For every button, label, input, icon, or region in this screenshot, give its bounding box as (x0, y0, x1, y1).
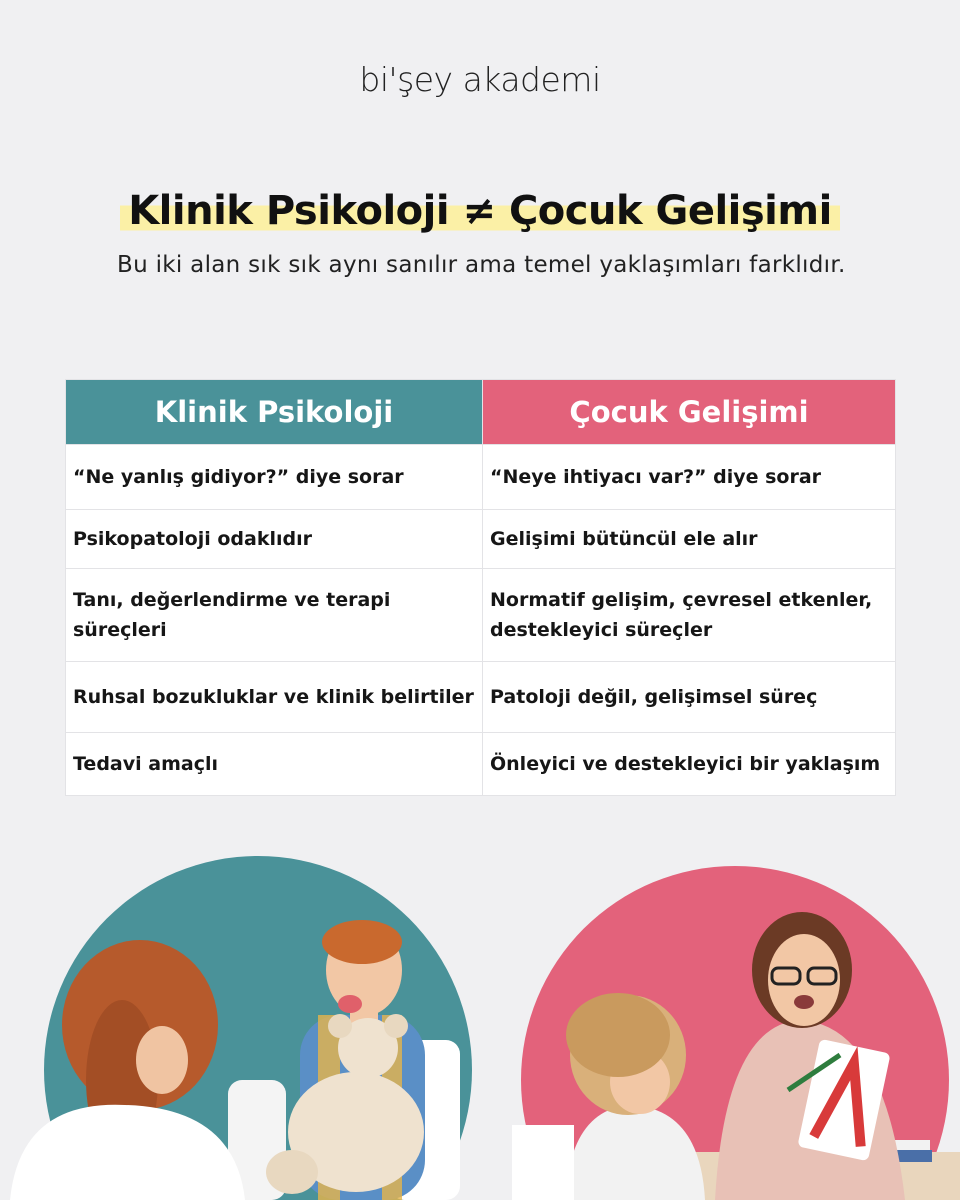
table-cell: “Ne yanlış gidiyor?” diye sorar (66, 445, 483, 510)
comparison-table (65, 379, 896, 796)
table-cell: Psikopatoloji odaklıdır (66, 510, 483, 569)
table-cell: Gelişimi bütüncül ele alır (483, 510, 896, 569)
table-row (66, 445, 896, 510)
table-cell: Tedavi amaçlı (66, 733, 483, 796)
column-header-child-development: Çocuk Gelişimi (483, 380, 896, 445)
table-row (66, 569, 896, 662)
table-cell: Normatif gelişim, çevresel etkenler, destekleyici süreçler (483, 569, 896, 662)
page-title: Klinik Psikoloji ≠ Çocuk Gelişimi (120, 188, 840, 234)
child-development-photo (512, 866, 960, 1200)
title-block (0, 188, 960, 234)
brand-logo: bi'şey akademi (359, 60, 601, 99)
table-cell: Tanı, değerlendirme ve terapi süreçleri (66, 569, 483, 662)
table-cell: Ruhsal bozukluklar ve klinik belirtiler (66, 662, 483, 733)
table-row (66, 510, 896, 569)
illustrations (0, 850, 960, 1200)
table-header-row (66, 380, 896, 445)
table-cell: Önleyici ve destekleyici bir yaklaşım (483, 733, 896, 796)
table-cell: “Neye ihtiyacı var?” diye sorar (483, 445, 896, 510)
table-row (66, 733, 896, 796)
clinical-session-photo (10, 856, 472, 1200)
page-subtitle: Bu iki alan sık sık aynı sanılır ama temel yaklaşımları farklıdır. (117, 252, 846, 278)
table-row (66, 662, 896, 733)
table-cell: Patoloji değil, gelişimsel süreç (483, 662, 896, 733)
column-header-clinical-psychology: Klinik Psikoloji (66, 380, 483, 445)
